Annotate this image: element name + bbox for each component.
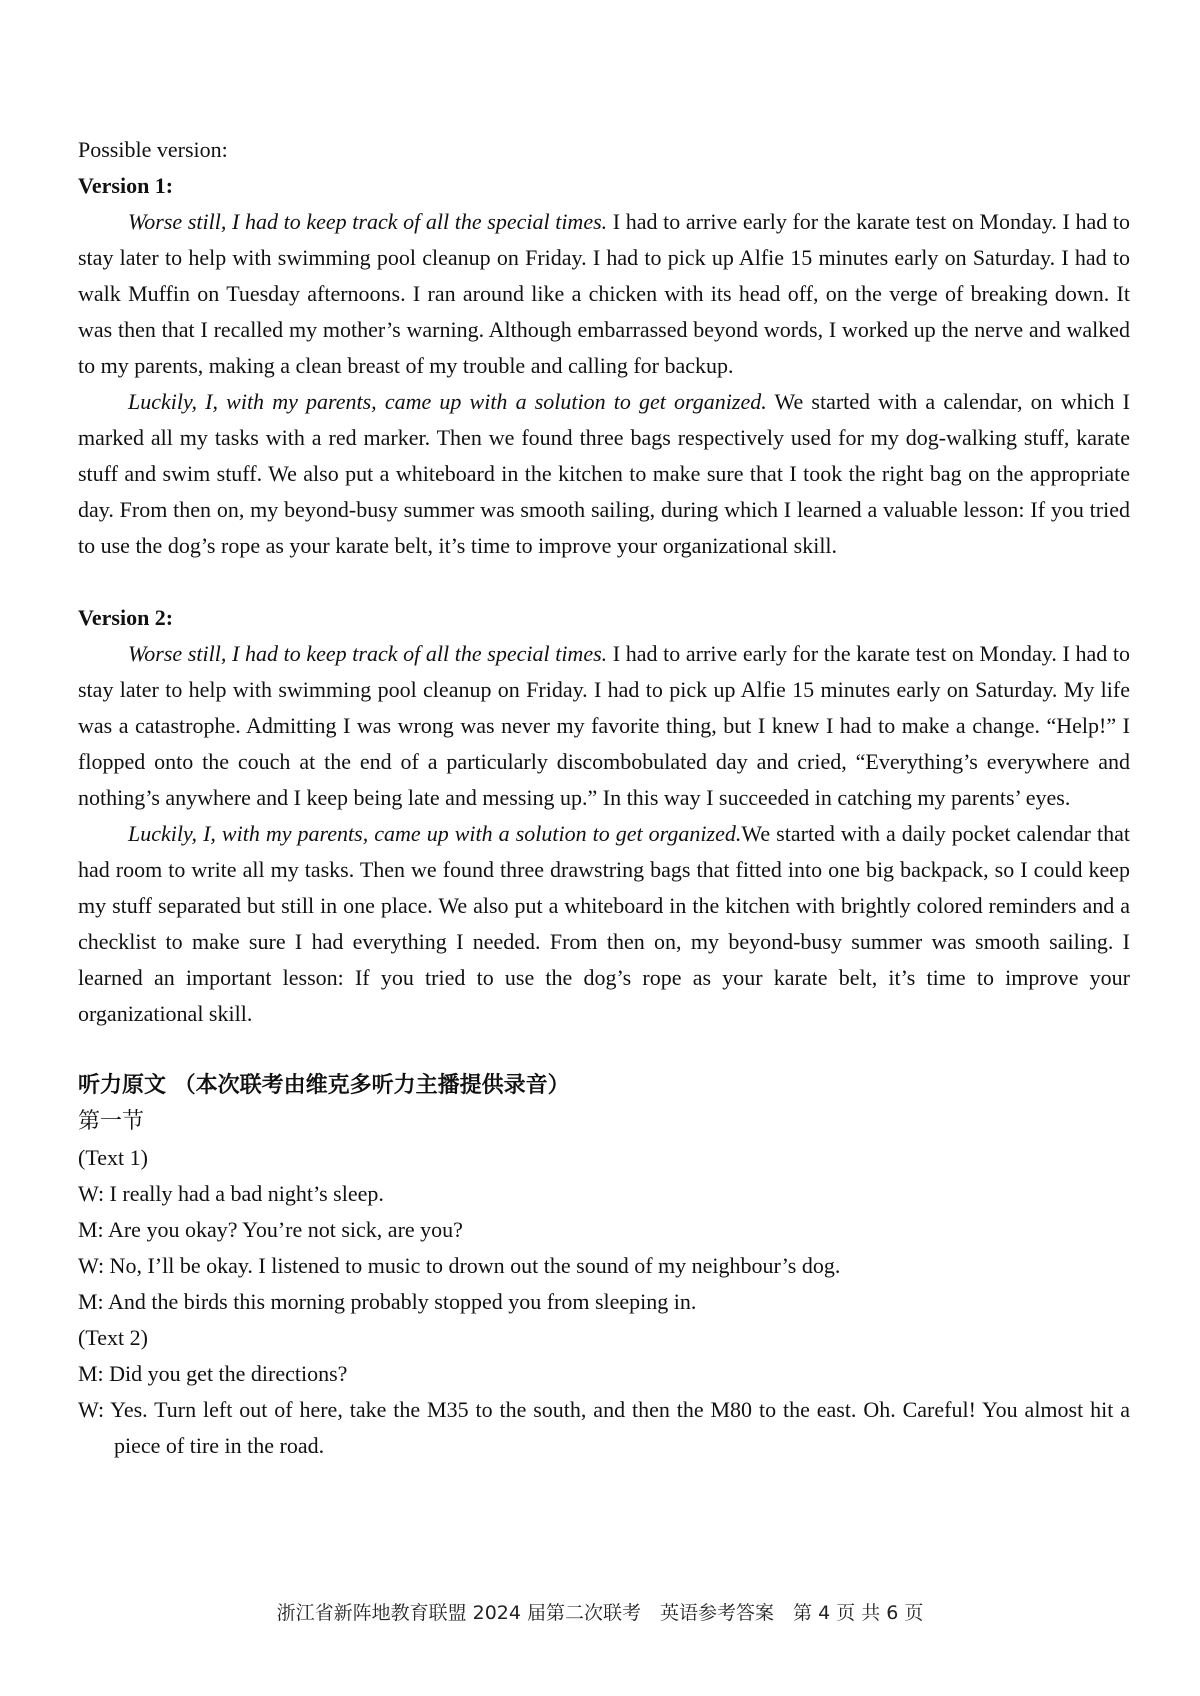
page-footer: 浙江省新阵地教育联盟 2024 届第二次联考 英语参考答案 第 4 页 共 6 页 [276, 1602, 924, 1624]
section-label: 第一节 [78, 1109, 145, 1134]
dialogue-line: M: Did you get the directions? [78, 1361, 348, 1386]
version1-p2-lead: Luckily, I, with my parents, came up with a solution to get organized. [128, 389, 767, 414]
spacer [78, 1032, 1130, 1068]
version1-heading: Version 1: [78, 173, 174, 198]
listening-heading: 听力原文 （本次联考由维克多听力主播提供录音） [78, 1073, 570, 1098]
version2-p2-lead: Luckily, I, with my parents, came up with a solution to get organized. [128, 821, 742, 846]
version2-p2-rest: We started with a daily pocket calendar that had room to write all my tasks. Then we found three drawstring bags that fitted into one big backpack, so I could keep my stuff separated but still in one place. We also put a whiteboard in the kitchen with brightly colored reminders and a checklist to make sure I had everything I needed. From then on, my beyond-busy summer was smooth sailing. I learned an important lesson: If you tried to use the dog’s rope as your karate belt, it’s time to improve your organizational skill. [78, 821, 1130, 1026]
version1-paragraph-2 [78, 384, 1130, 564]
dialogue-line: W: Yes. Turn left out of here, take the M35 to the south, and then the M80 to the east. Oh. Careful! You almost hit a piece of tire in the road. [78, 1397, 1130, 1458]
dialogue-line: W: I really had a bad night’s sleep. [78, 1181, 384, 1206]
dialogue-line: W: No, I’ll be okay. I listened to music to drown out the sound of my neighbour’s dog. [78, 1253, 841, 1278]
version1-p2-rest: We started with a calendar, on which I marked all my tasks with a red marker. Then we found three bags respectively used for my dog-walking stuff, karate stuff and swim stuff. We also put a whiteboard in the kitchen to make sure that I took the right bag on the appropriate day. From then on, my beyond-busy summer was smooth sailing, during which I learned a valuable lesson: If you tried to use the dog’s rope as your karate belt, it’s time to improve your organizational skill. [78, 389, 1130, 558]
version2-heading: Version 2: [78, 605, 174, 630]
version1-p1-lead: Worse still, I had to keep track of all the special times. [128, 209, 608, 234]
version1-p1-rest: I had to arrive early for the karate test on Monday. I had to stay later to help with swimming pool cleanup on Friday. I had to pick up Alfie 15 minutes early on Saturday. I had to walk Muffin on Tuesday afternoons. I ran around like a chicken with its head off, on the verge of breaking down. It was then that I recalled my mother’s warning. Although embarrassed beyond words, I worked up the nerve and walked to my parents, making a clean breast of my trouble and calling for backup. [78, 209, 1130, 378]
version2-paragraph-1 [78, 636, 1130, 816]
intro-text: Possible version: [78, 137, 228, 162]
version2-p1-lead: Worse still, I had to keep track of all the special times. [128, 641, 608, 666]
text2-label: (Text 2) [78, 1325, 148, 1350]
answer-page [78, 132, 1130, 1464]
dialogue-line: M: And the birds this morning probably stopped you from sleeping in. [78, 1289, 697, 1314]
version1-paragraph-1 [78, 204, 1130, 384]
spacer [78, 564, 1130, 600]
dialogue-line: M: Are you okay? You’re not sick, are you? [78, 1217, 463, 1242]
version2-p1-rest: I had to arrive early for the karate test on Monday. I had to stay later to help with swimming pool cleanup on Friday. I had to pick up Alfie 15 minutes early on Saturday. My life was a catastrophe. Admitting I was wrong was never my favorite thing, but I knew I had to make a change. “Help!” I flopped onto the couch at the end of a particularly discombobulated day and cried, “Everything’s everywhere and nothing’s anywhere and I keep being late and messing up.” In this way I succeeded in catching my parents’ eyes. [78, 641, 1130, 810]
version2-paragraph-2 [78, 816, 1130, 1032]
text1-label: (Text 1) [78, 1145, 148, 1170]
